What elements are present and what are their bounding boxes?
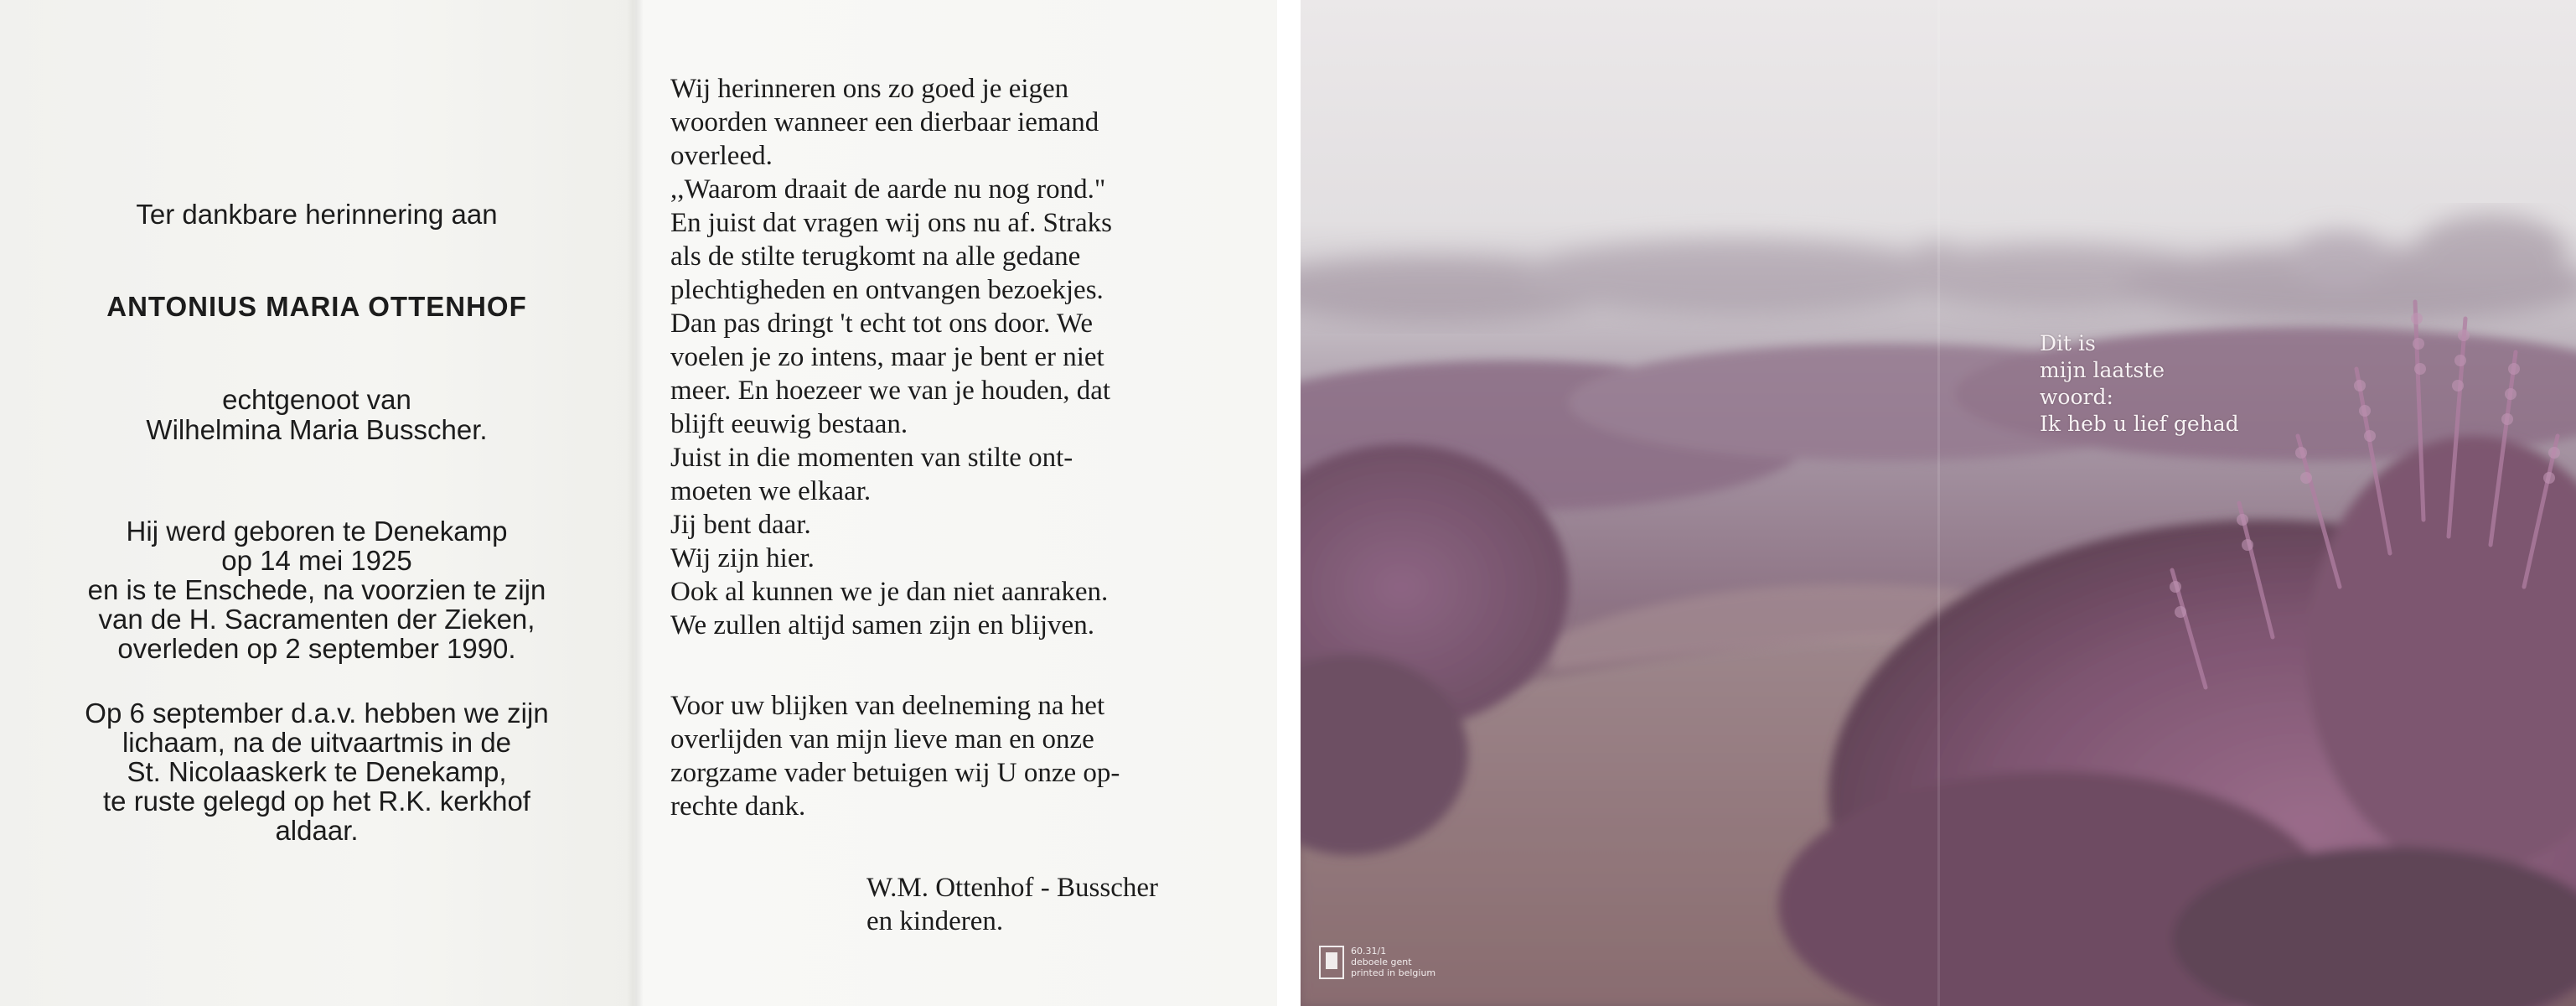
signature-line: W.M. Ottenhof - Busscher (866, 873, 1158, 903)
bio-line: op 14 mei 1925 (221, 545, 412, 576)
funeral-line: St. Nicolaaskerk te Denekamp, (127, 756, 507, 787)
memorial-line: ,,Waarom draait de aarde nu nog rond." (670, 174, 1106, 205)
poem-line: Dit is (2040, 331, 2096, 355)
signature-line: en kinderen. (866, 906, 1004, 936)
memorial-line: meer. En hoezeer we van je houden, dat (670, 376, 1111, 406)
left-text-panel (0, 0, 634, 1006)
poem-line: mijn laatste (2040, 358, 2165, 382)
memorial-line: voelen je zo intens, maar je bent er niet (670, 342, 1104, 372)
thanks-line: overlijden van mijn lieve man en onze (670, 724, 1094, 754)
inner-text-scan (0, 0, 1277, 1006)
thanks-text (670, 689, 1249, 823)
spouse-name: Wilhelmina Maria Busscher. (146, 414, 488, 445)
funeral-line: Op 6 september d.a.v. hebben we zijn (85, 697, 549, 729)
memorial-text (670, 72, 1249, 642)
memorial-line: moeten we elkaar. (670, 476, 872, 506)
memorial-line: overleed. (670, 141, 773, 171)
thanks-line: rechte dank. (670, 791, 806, 822)
imprint-line: printed in belgium (1351, 967, 1436, 978)
intro-text: Ter dankbare herinnering aan (136, 199, 498, 230)
cover-poem (2040, 330, 2239, 438)
memorial-line: plechtigheden en ontvangen bezoekjes. (670, 275, 1104, 305)
memorial-line: We zullen altijd samen zijn en blijven. (670, 610, 1094, 640)
deceased-name: ANTONIUS MARIA OTTENHOF (106, 291, 527, 322)
memorial-line: Juist in die momenten van stilte ont- (670, 443, 1073, 473)
bio-line: en is te Enschede, na voorzien te zijn (87, 574, 546, 605)
memorial-line: als de stilte terugkomt na alle gedane (670, 241, 1081, 272)
memorial-line: Wij zijn hier. (670, 543, 815, 573)
memorial-line: woorden wanneer een dierbaar iemand (670, 107, 1099, 137)
thanks-line: zorgzame vader betuigen wij U onze op- (670, 758, 1120, 788)
poem-line: woord: (2040, 385, 2113, 409)
bio-line: overleden op 2 september 1990. (117, 633, 516, 664)
funeral-line: lichaam, na de uitvaartmis in de (122, 727, 512, 758)
thanks-line: Voor uw blijken van deelneming na het (670, 691, 1105, 721)
memorial-line: Dan pas dringt 't echt tot ons door. We (670, 309, 1094, 339)
signature (866, 871, 1158, 938)
funeral-line: aldaar. (275, 815, 359, 846)
funeral-line: te ruste gelegd op het R.K. kerkhof (103, 786, 530, 817)
spouse-label: echtgenoot van (222, 384, 411, 415)
bio-line: Hij werd geboren te Denekamp (126, 516, 508, 547)
imprint-line: deboele gent (1351, 957, 1412, 967)
memorial-line: En juist dat vragen wij ons nu af. Straks (670, 208, 1113, 238)
page-fold (627, 0, 644, 1006)
publisher-logo-icon (1319, 946, 1344, 979)
bio-line: van de H. Sacramenten der Zieken, (98, 604, 535, 635)
heather-landscape-photo (1301, 0, 2576, 1006)
cover-photo-scan (1301, 0, 2576, 1006)
publisher-imprint (1351, 946, 1435, 978)
memorial-line: Wij herinneren ons zo goed je eigen (670, 74, 1069, 104)
imprint-line: 60.31/1 (1351, 946, 1387, 957)
memorial-line: Jij bent daar. (670, 510, 811, 540)
memorial-line: Ook al kunnen we je dan niet aanraken. (670, 577, 1109, 607)
poem-line: Ik heb u lief gehad (2040, 412, 2239, 436)
memorial-line: blijft eeuwig bestaan. (670, 409, 908, 439)
